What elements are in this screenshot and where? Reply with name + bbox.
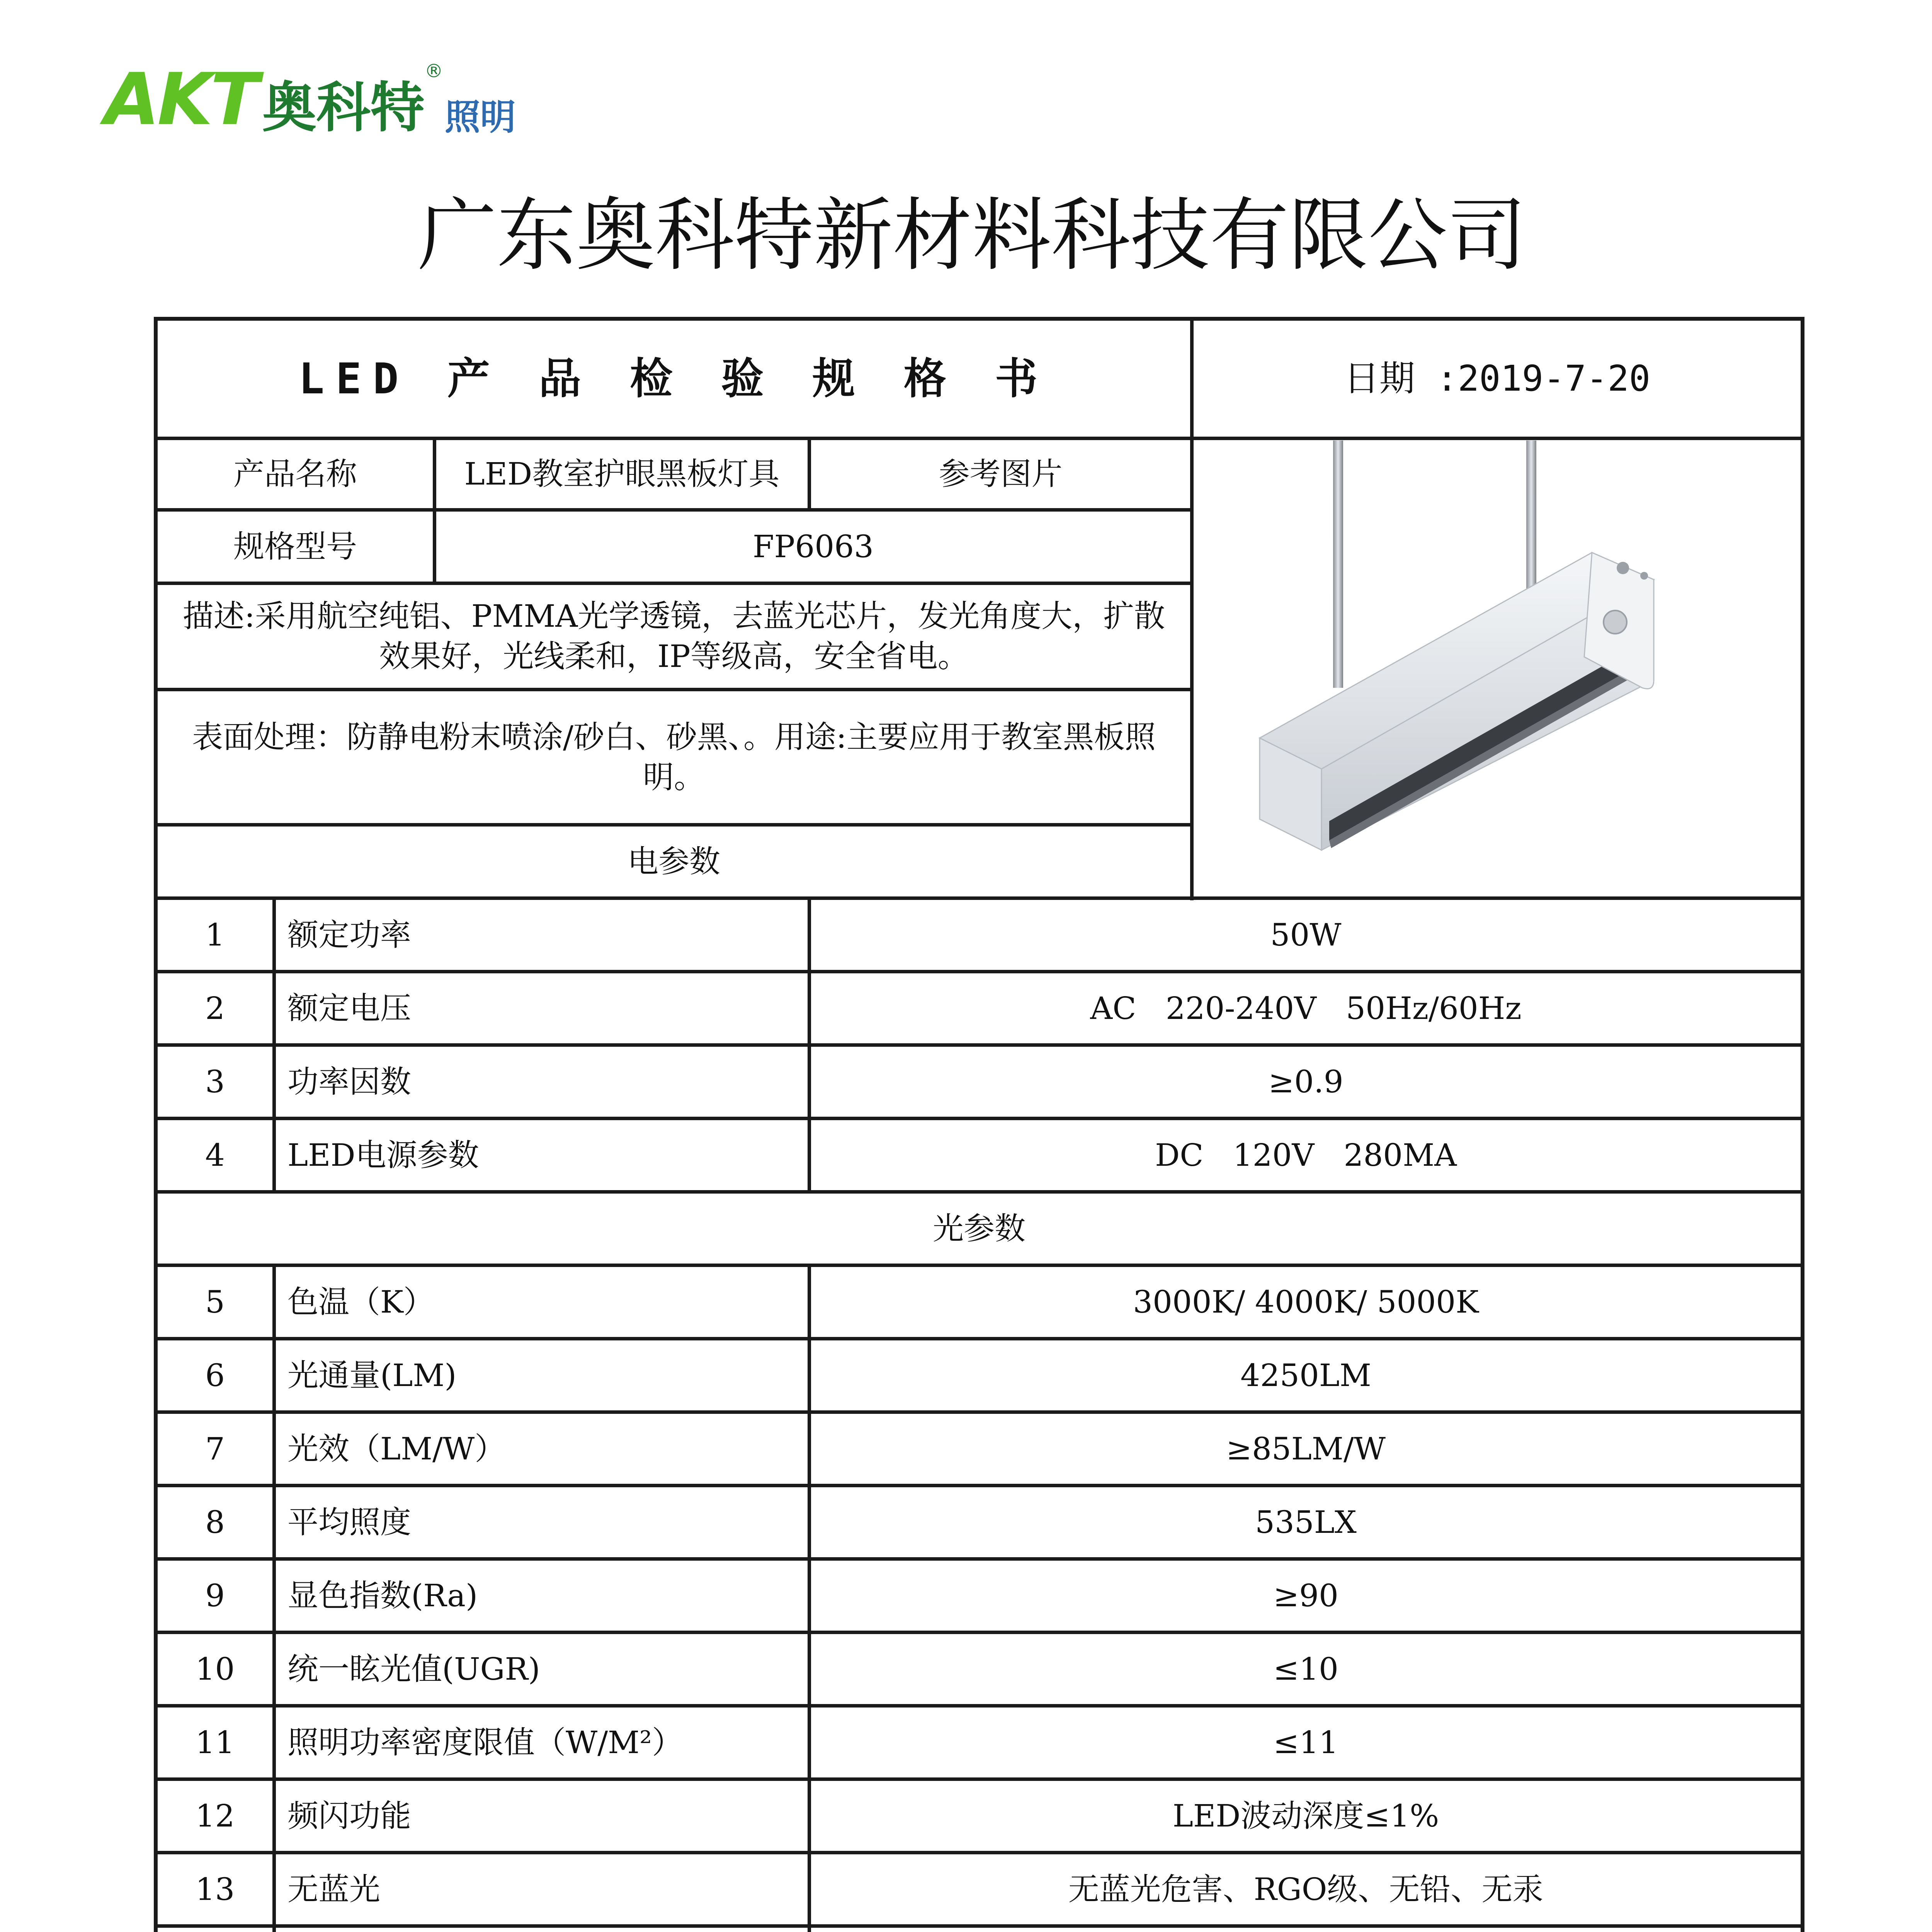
grid-line — [154, 1777, 1804, 1781]
grid-line — [154, 1924, 1804, 1928]
grid-line — [154, 1704, 1804, 1708]
row-number: 13 — [195, 1871, 235, 1907]
grid-line — [154, 1631, 1804, 1634]
row-number: 4 — [205, 1137, 225, 1173]
grid-line — [154, 688, 1190, 691]
row-name: 照明功率密度限值（W/M²） — [287, 1724, 683, 1760]
row-value: ≤10 — [1273, 1651, 1338, 1687]
grid-line — [154, 970, 1804, 973]
row-name: LED电源参数 — [287, 1137, 479, 1173]
grid-line — [154, 1337, 1804, 1340]
row-name: 平均照度 — [287, 1504, 411, 1540]
row-name: 频闪功能 — [287, 1798, 411, 1834]
row-number: 11 — [195, 1724, 235, 1760]
row-value: ≥85LM/W — [1226, 1430, 1386, 1467]
reference-image-label: 参考图片 — [939, 456, 1063, 492]
document-title: LED 产 品 检 验 规 格 书 — [298, 354, 1049, 403]
row-number: 10 — [195, 1651, 235, 1687]
row-value: 3000K/ 4000K/ 5000K — [1133, 1284, 1479, 1320]
grid-line — [154, 1557, 1804, 1561]
company-name: 广东奥科特新材料科技有限公司 — [417, 190, 1527, 282]
document-date: 日期 :2019-7-20 — [1344, 358, 1651, 400]
product-description: 描述:采用航空纯铝、PMMA光学透镜，去蓝光芯片，发光角度大，扩散效果好，光线柔和，IP等级高，安全省电。 — [182, 598, 1165, 674]
model-value: FP6063 — [753, 528, 874, 565]
row-number: 9 — [205, 1577, 225, 1614]
logo-subtitle: 照明 — [444, 97, 516, 138]
row-number: 7 — [205, 1430, 225, 1467]
section-optical: 光参数 — [933, 1210, 1026, 1247]
grid-line — [154, 823, 1190, 827]
grid-line — [272, 1264, 276, 1932]
grid-line — [808, 437, 811, 508]
grid-line — [154, 1484, 1804, 1487]
grid-line — [433, 437, 436, 582]
row-value: ≥0.9 — [1268, 1063, 1344, 1100]
model-label: 规格型号 — [233, 528, 357, 565]
row-value: LED波动深度≤1% — [1172, 1798, 1439, 1834]
row-value: 无蓝光危害、RGO级、无铅、无汞 — [1068, 1871, 1544, 1907]
product-name-label: 产品名称 — [233, 456, 357, 492]
registered-mark: ® — [424, 60, 443, 82]
row-number: 1 — [205, 917, 225, 953]
product-reference-image — [1190, 440, 1801, 895]
row-number — [158, 1928, 272, 1932]
row-name: 功率因数 — [287, 1063, 411, 1100]
row-number: 8 — [205, 1504, 225, 1540]
grid-line — [154, 1117, 1804, 1120]
grid-line — [154, 1043, 1804, 1047]
row-name: 额定功率 — [287, 917, 411, 953]
grid-line — [154, 1851, 1804, 1854]
grid-line — [154, 508, 1190, 512]
company-logo — [104, 58, 516, 141]
row-value — [811, 1928, 1801, 1932]
product-name-value: LED教室护眼黑板灯具 — [464, 456, 780, 492]
row-name: 光效（LM/W） — [287, 1430, 506, 1467]
row-value: ≤11 — [1273, 1724, 1338, 1760]
row-number: 2 — [205, 990, 225, 1026]
row-value: AC 220-240V 50Hz/60Hz — [1090, 990, 1522, 1026]
section-electrical: 电参数 — [628, 843, 720, 879]
row-name: 统一眩光值(UGR) — [287, 1651, 540, 1687]
grid-line — [154, 1410, 1804, 1414]
logo-chinese-name: 奥科特 — [262, 77, 425, 139]
grid-line — [154, 1190, 1804, 1194]
row-name: 光通量(LM) — [287, 1357, 457, 1393]
row-name — [276, 1928, 808, 1932]
row-name: 无蓝光 — [287, 1871, 380, 1907]
grid-line — [154, 896, 1804, 900]
grid-line — [808, 1264, 811, 1932]
row-value: 50W — [1270, 917, 1342, 953]
row-name: 显色指数(Ra) — [287, 1577, 478, 1614]
row-value: 535LX — [1255, 1504, 1357, 1540]
grid-line — [154, 582, 1190, 585]
row-number: 12 — [195, 1798, 235, 1834]
logo-letters: AKT — [104, 58, 257, 141]
grid-line — [154, 1264, 1804, 1267]
row-name: 色温（K） — [287, 1284, 434, 1320]
row-value: ≥90 — [1273, 1577, 1338, 1614]
row-value: 4250LM — [1240, 1357, 1371, 1393]
row-number: 3 — [205, 1063, 225, 1100]
row-number: 5 — [205, 1284, 225, 1320]
row-name: 额定电压 — [287, 990, 411, 1026]
blackboard-lamp-image — [1190, 440, 1801, 895]
row-number: 6 — [205, 1357, 225, 1393]
grid-line — [808, 896, 811, 1190]
grid-line — [154, 437, 1804, 440]
surface-treatment: 表面处理：防静电粉末喷涂/砂白、砂黑、。用途:主要应用于教室黑板照明。 — [192, 719, 1156, 795]
row-value: DC 120V 280MA — [1155, 1137, 1457, 1173]
grid-line — [272, 896, 276, 1190]
